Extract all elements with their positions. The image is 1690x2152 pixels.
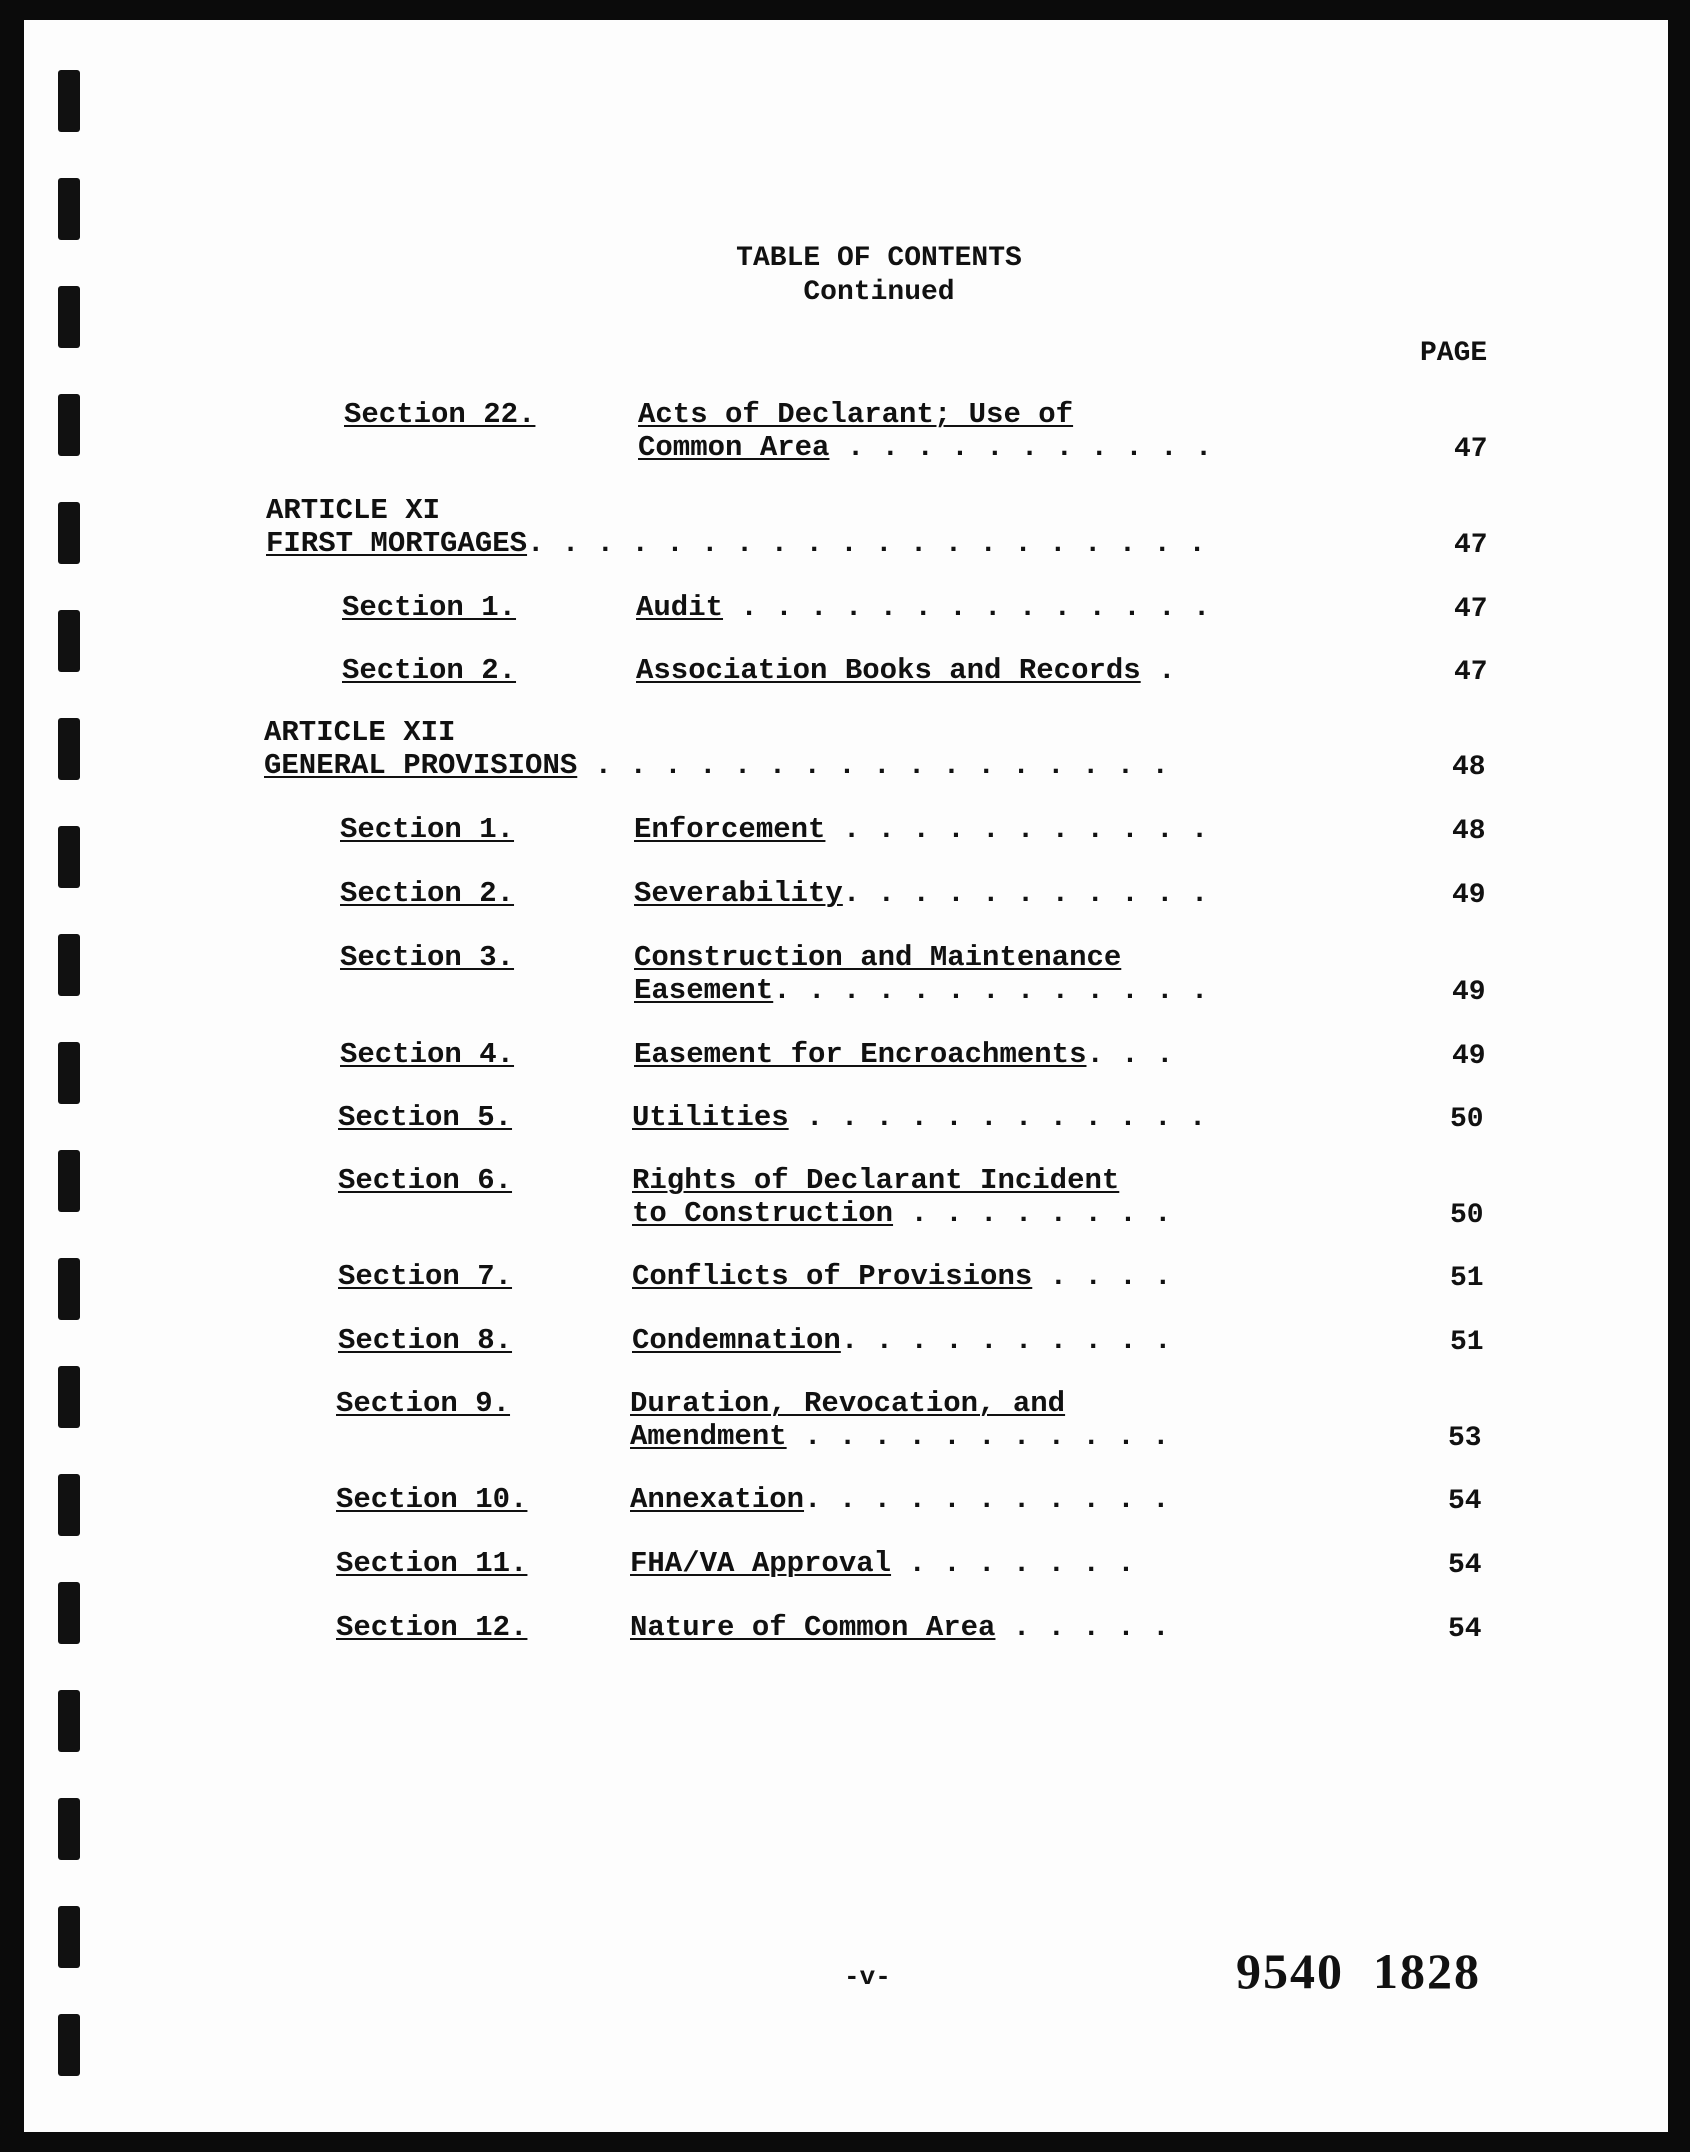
toc-page-number: 54 xyxy=(1448,1550,1482,1581)
toc-section-number: Section 5. xyxy=(338,1101,513,1134)
toc-section-number: Section 3. xyxy=(340,941,515,974)
toc-entry-title: FHA/VA Approval . . . . . . . xyxy=(630,1547,1135,1580)
binder-hole xyxy=(58,1582,80,1644)
binder-hole xyxy=(58,70,80,132)
toc-article-title: GENERAL PROVISIONS . . . . . . . . . . . . . . . . . xyxy=(264,749,1169,782)
toc-entry-title: Annexation. . . . . . . . . . . xyxy=(630,1483,1170,1516)
toc-section-number: Section 10. xyxy=(336,1483,528,1516)
binder-hole xyxy=(58,1258,80,1320)
toc-entry-title: Enforcement . . . . . . . . . . . xyxy=(634,813,1209,846)
toc-page-number: 47 xyxy=(1454,530,1488,561)
binder-hole xyxy=(58,718,80,780)
toc-entry-title-cont: Common Area . . . . . . . . . . . xyxy=(638,431,1213,464)
toc-title: TABLE OF CONTENTS xyxy=(736,243,1022,274)
toc-entry-title-cont: Easement. . . . . . . . . . . . . xyxy=(634,974,1209,1007)
toc-entry-title-cont: to Construction . . . . . . . . xyxy=(632,1197,1172,1230)
toc-page-number: 50 xyxy=(1450,1200,1484,1231)
toc-section-number: Section 2. xyxy=(342,654,517,687)
page-number-roman: -v- xyxy=(844,1962,891,1992)
toc-entry-title: Association Books and Records . xyxy=(636,654,1176,687)
binder-hole xyxy=(58,2014,80,2076)
toc-section-number: Section 22. xyxy=(344,398,536,431)
toc-section-number: Section 9. xyxy=(336,1387,511,1420)
toc-page-number: 54 xyxy=(1448,1486,1482,1517)
toc-section-number: Section 11. xyxy=(336,1547,528,1580)
binder-hole xyxy=(58,610,80,672)
binder-hole xyxy=(58,178,80,240)
toc-header xyxy=(24,242,1668,310)
toc-page-number: 49 xyxy=(1452,1041,1486,1072)
toc-section-number: Section 2. xyxy=(340,877,515,910)
toc-entry-title: Duration, Revocation, and xyxy=(630,1387,1066,1420)
toc-section-number: Section 8. xyxy=(338,1324,513,1357)
binder-hole xyxy=(58,1906,80,1968)
binder-hole xyxy=(58,934,80,996)
binder-hole xyxy=(58,394,80,456)
toc-entry-title: Utilities . . . . . . . . . . . . xyxy=(632,1101,1207,1134)
toc-entry-title: Condemnation. . . . . . . . . . xyxy=(632,1324,1172,1357)
toc-page-number: 47 xyxy=(1454,594,1488,625)
toc-page-number: 49 xyxy=(1452,880,1486,911)
toc-entry-title-cont: Amendment . . . . . . . . . . . xyxy=(630,1420,1170,1453)
binder-hole xyxy=(58,502,80,564)
binder-hole xyxy=(58,1690,80,1752)
toc-page-number: 50 xyxy=(1450,1104,1484,1135)
toc-page-number: 47 xyxy=(1454,657,1488,688)
toc-page-number: 48 xyxy=(1452,752,1486,783)
toc-article-label: ARTICLE XII xyxy=(264,716,456,749)
toc-article-label: ARTICLE XI xyxy=(266,494,441,527)
toc-entry-title: Audit . . . . . . . . . . . . . . xyxy=(636,591,1211,624)
toc-section-number: Section 1. xyxy=(342,591,517,624)
toc-entry-title: Severability. . . . . . . . . . . xyxy=(634,877,1209,910)
toc-entry-title: Construction and Maintenance xyxy=(634,941,1122,974)
toc-entry-title: Rights of Declarant Incident xyxy=(632,1164,1120,1197)
toc-page-number: 51 xyxy=(1450,1327,1484,1358)
toc-page-number: 53 xyxy=(1448,1423,1482,1454)
toc-section-number: Section 6. xyxy=(338,1164,513,1197)
binder-hole xyxy=(58,1798,80,1860)
toc-page-number: 48 xyxy=(1452,816,1486,847)
toc-entry-title: Conflicts of Provisions . . . . xyxy=(632,1260,1172,1293)
toc-section-number: Section 7. xyxy=(338,1260,513,1293)
binder-hole xyxy=(58,1150,80,1212)
toc-subtitle: Continued xyxy=(803,277,955,308)
toc-entry-title: Nature of Common Area . . . . . xyxy=(630,1611,1170,1644)
page-column-label: PAGE xyxy=(1420,338,1488,369)
binder-hole xyxy=(58,1042,80,1104)
binder-hole xyxy=(58,1366,80,1428)
toc-page-number: 54 xyxy=(1448,1614,1482,1645)
toc-section-number: Section 1. xyxy=(340,813,515,846)
document-page xyxy=(24,20,1668,2132)
binder-hole xyxy=(58,1474,80,1536)
toc-entry-title: Acts of Declarant; Use of xyxy=(638,398,1074,431)
toc-page-number: 49 xyxy=(1452,977,1486,1008)
document-stamp-number: 9540 1828 xyxy=(1236,1943,1481,1999)
toc-page-number: 51 xyxy=(1450,1263,1484,1294)
toc-section-number: Section 4. xyxy=(340,1038,515,1071)
toc-page-number: 47 xyxy=(1454,434,1488,465)
toc-entry-title: Easement for Encroachments. . . xyxy=(634,1038,1174,1071)
toc-section-number: Section 12. xyxy=(336,1611,528,1644)
binder-hole xyxy=(58,826,80,888)
toc-article-title: FIRST MORTGAGES. . . . . . . . . . . . . . . . . . . . xyxy=(266,527,1206,560)
